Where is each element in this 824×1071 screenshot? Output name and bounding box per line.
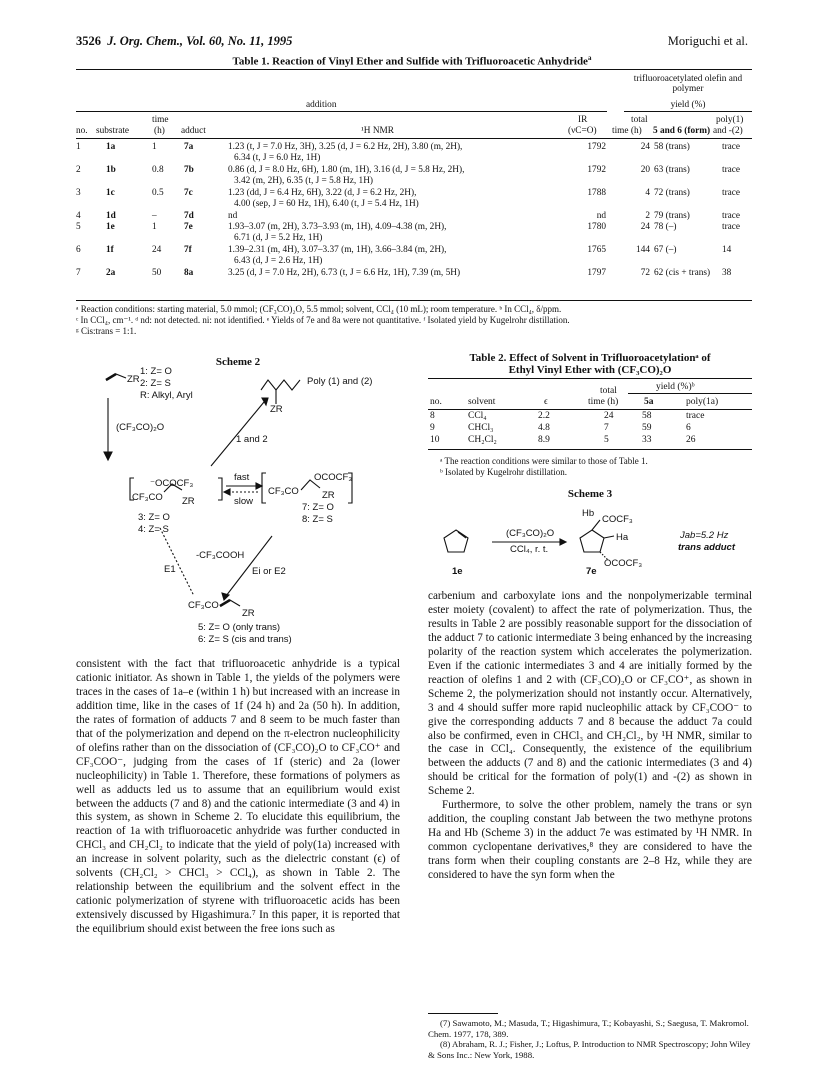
row-adduct: 7b: [184, 165, 194, 175]
table1-group-addition: addition: [306, 100, 337, 110]
row-no: 1: [76, 142, 81, 152]
th-poly: poly(1): [716, 115, 744, 125]
th-poly2: and -(2): [713, 126, 743, 136]
row-no: 10: [430, 435, 440, 445]
table1: [76, 68, 752, 300]
s2-prod: CF₃CO: [188, 600, 219, 611]
row-yield: 67 (–): [654, 245, 677, 255]
row-eps: 8.9: [538, 435, 550, 445]
row-no: 2: [76, 165, 81, 175]
row-time: 0.8: [152, 165, 164, 175]
row-no: 9: [430, 423, 435, 433]
row-adduct: 7c: [184, 188, 193, 198]
scheme2-title: Scheme 2: [215, 356, 261, 368]
row-nmr-cont: 6.43 (d, J = 2.6 Hz, 1H): [234, 256, 323, 266]
paragraph: consistent with the fact that trifluoroacetic anhydride is a typical cationic initiator. As shown in Table 1, the yields of the polymers were traces in the cases of 1a–e (within 1 h) but increased with an increase in addition time, like in the cases of 1f (24 h) and 2a (50 h). In addition, the rates of formation of adducts 7 and 8 seem to be much faster than that of the polymerization and depend on the π-electron nucleophilicity of olefins rather than on the dissociation of (CF₃CO)₂O to CF₃CO⁺ and CF₃COO⁻, judging from the cases of 1f (steric) and 2a (lower nucleophilicity) in Table 1. Therefore, these formations of polymers as well as adducts led us to assume that an equilibrium would exist between the adducts (7 and 8) and the cationic intermediate (3 and 4) in this system, as shown in Scheme 2. To elucidate this equilibrium, the reaction of 1a with trifluoroacetic anhydride was further conducted in CHCl₃ and CH₂Cl₂ to indicate that the yield of poly(1a) increased with an increase in solvent polarity, such as the dielectric constant (ϵ) of solvents (CH₂Cl₂ > CHCl₃ > CCl₄), as shown in Table 2. The relationship between the equilibrium and the solvent effect in the cationic polymerization of styrene with trifluoroacetic acids has been extensively discussed by Higashimura.⁷ In this paper, it is reported that the equilibrium should exist between the free ions such as: [76, 658, 400, 936]
row-poly: 38: [722, 268, 732, 278]
row-total: 4: [645, 188, 650, 198]
s2-add-lbl2: 8: Z= S: [302, 514, 333, 525]
s2-cf3cooh: -CF₃COOH: [196, 550, 245, 561]
row-poly: 6: [686, 423, 691, 433]
s2-ion-lbl2: 4: Z= S: [138, 524, 169, 535]
s2-eiore2: Ei or E2: [252, 566, 286, 577]
s2-e1: E1: [164, 564, 176, 575]
row-ir: 1780: [587, 222, 606, 232]
t2-th-total: total: [600, 386, 617, 396]
s3-ococf3: OCOCF₃: [604, 558, 643, 569]
row-time: 50: [152, 268, 162, 278]
row-yield: 78 (–): [654, 222, 677, 232]
row-time: 24: [604, 411, 614, 421]
row-poly: trace: [722, 165, 741, 175]
th-substrate: substrate: [96, 126, 130, 136]
footnote-divider: [428, 1013, 498, 1014]
row-nmr: 1.23 (t, J = 7.0 Hz, 3H), 3.25 (d, J = 6.2 Hz, 2H), 3.80 (m, 2H),: [228, 142, 463, 152]
row-substrate: 2a: [106, 268, 116, 278]
s2-add-cf3: CF₃CO: [268, 486, 299, 497]
th-total: total: [631, 115, 648, 125]
s2-prod-lbl1: 5: Z= O (only trans): [198, 622, 281, 633]
t2-th-5a: 5a: [644, 397, 654, 407]
reference-8: (8) Abraham, R. J.; Fisher, J.; Loftus, P. Introduction to NMR Spectroscopy; John Wiley & Sons Inc.: New York, 1988.: [428, 1039, 751, 1060]
s2-ion-lbl1: 3: Z= O: [138, 512, 170, 523]
s2-ion-left: ⁻OCOCF₃: [150, 478, 194, 489]
row-eps: 4.8: [538, 423, 550, 433]
header-page-journal: 3526 J. Org. Chem., Vol. 60, No. 11, 1995: [76, 34, 293, 48]
row-nmr: 0.86 (d, J = 8.0 Hz, 6H), 1.80 (m, 1H), 3.16 (d, J = 5.8 Hz, 2H),: [228, 165, 465, 175]
table1-group-yield: yield (%): [670, 100, 706, 110]
row-no: 3: [76, 188, 81, 198]
s3-reagent: (CF₃CO)₂O: [506, 528, 555, 539]
body-left-column: [76, 658, 400, 937]
row-adduct: 7a: [184, 142, 194, 152]
row-nmr: nd: [228, 211, 238, 221]
table1-footnote-1: ᵃ Reaction conditions: starting material, 5.0 mmol; (CF₃CO)₂O, 5.5 mmol; solvent, CCl₄ (10 mL); room temperature. ᵇ In CCl₄, δ/ppm.: [76, 304, 562, 314]
th-ir: IR: [578, 115, 588, 125]
table2-title: Table 2. Effect of Solvent in Trifluoroacetylationᵃ of Ethyl Vinyl Ether with (CF₃CO)₂O: [469, 352, 711, 376]
row-no: 4: [76, 211, 81, 221]
row-5a: 59: [642, 423, 652, 433]
row-nmr-cont: 6.71 (d, J = 5.2 Hz, 1H): [234, 233, 323, 243]
row-poly: trace: [686, 411, 705, 421]
s3-cond: CCl₄, r. t.: [510, 544, 549, 555]
row-nmr: 1.93–3.07 (m, 2H), 3.73–3.93 (m, 1H), 4.09–4.38 (m, 2H),: [228, 222, 447, 232]
s3-lbl-left: 1e: [452, 566, 463, 577]
row-poly: trace: [722, 222, 741, 232]
row-nmr-cont: 3.42 (m, 2H), 6.35 (t, J = 5.8 Hz, 1H): [234, 176, 373, 186]
s3-ha: Ha: [616, 532, 629, 543]
row-total: 20: [640, 165, 650, 175]
row-no: 6: [76, 245, 81, 255]
s2-z2: 2: Z= S: [140, 378, 171, 389]
row-no: 8: [430, 411, 435, 421]
s2-z1: 1: Z= O: [140, 366, 172, 377]
s3-cocf3: COCF₃: [602, 514, 633, 525]
s2-poly: Poly (1) and (2): [307, 376, 373, 387]
table2-footnote-1: ᵃ The reaction conditions were similar to those of Table 1.: [440, 456, 648, 466]
row-total: 72: [640, 268, 650, 278]
row-solvent: CH₂Cl₂: [468, 435, 497, 445]
th-ir2: (νC=O): [568, 126, 597, 136]
table2-footnote-2: ᵇ Isolated by Kugelrohr distillation.: [440, 467, 568, 477]
row-poly: trace: [722, 188, 741, 198]
paragraph: carbenium and carboxylate ions and the nonpolymerizable terminal ester moiety (covalent) to affect the rate of polymerization. Thus, the results in Table 2 are possibly reasonable support for the dissociation of the adduct 7 to cationic intermediate 3 being enhanced by the increasing polarity of the reaction system which accelerates the polymerization. Even if the cationic intermediates 3 and 4 are initially formed by the reaction of olefins 1 and 2 with (CF₃CO)₂O or CF₃CO⁺, as shown in Scheme 2, the polymerization should not instantly occur. Alternatively, 3 and 4 should suffer more rapid nucleophilic attack by CF₃COO⁻ to give the corresponding adducts 7 and 8 because the adduct 7a could also be confirmed, even in CHCl₃ and CH₂Cl₂, by ¹H NMR, similar to the case in CCl₄. Consequently, the existence of the equilibrium between the adducts (7 and 8) and the cationic intermediates (3 and 4) should be critical for the formation of poly(1) and -(2) as shown in Scheme 2.: [428, 590, 752, 798]
row-time: 5: [604, 435, 609, 445]
row-ir: 1792: [587, 165, 606, 175]
row-time: 7: [604, 423, 609, 433]
row-total: 24: [640, 142, 650, 152]
s2-one-two: 1 and 2: [236, 434, 268, 445]
row-ir: 1765: [587, 245, 606, 255]
table1-footnote-2: ᶜ In CCl₄, cm⁻¹. ᵈ nd: not detected. ni: not identified. ᵉ Yields of 7e and 8a were not quantitative. ᶠ Isolated yield by Kugelrohr distillation.: [76, 315, 570, 325]
table1-footnote-3: ᵍ Cis:trans = 1:1.: [76, 326, 137, 336]
row-substrate: 1f: [106, 245, 114, 255]
s3-trans: trans adduct: [678, 542, 736, 553]
reference-7: (7) Sawamoto, M.; Masuda, T.; Higashimura, T.; Kobayashi, S.; Saegusa, T. Makromol. Chem. 1977, 178, 389.: [428, 1018, 749, 1039]
row-nmr-cont: 6.34 (t, J = 6.0 Hz, 1H): [234, 153, 321, 163]
t2-th-solvent: solvent: [468, 397, 496, 407]
paragraph: Furthermore, to solve the other problem, namely the trans or syn addition, the coupling constant Jab between the two methyne protons Ha and Hb (Scheme 3) in the adduct 7e was estimated by ¹H NMR. In common cyclopentane derivatives,⁸ they are considered to have the trans form when their coupling constants are 2–8 Hz, while they are considered to have the syn form when the: [428, 799, 752, 882]
scheme3-title: Scheme 3: [567, 488, 613, 500]
row-substrate: 1b: [106, 165, 116, 175]
s2-fast: fast: [234, 472, 250, 483]
row-ir: nd: [596, 211, 606, 221]
s2-zr: ZR: [127, 374, 140, 385]
th-56: 5 and 6 (form): [653, 126, 711, 136]
row-poly: trace: [722, 142, 741, 152]
s2-prod-lbl2: 6: Z= S (cis and trans): [198, 634, 292, 645]
row-poly: trace: [722, 211, 741, 221]
row-yield: 63 (trans): [654, 165, 690, 175]
table1-title: Table 1. Reaction of Vinyl Ether and Sulfide with Trifluoroacetic Anhydride$^a$: [232, 54, 592, 68]
s2-add-ococf3: OCOCF₃: [314, 472, 353, 483]
th-nmr: ¹H NMR: [361, 126, 395, 136]
s3-jab: Jab=5.2 Hz: [680, 530, 729, 541]
s2-add-zr: ZR: [322, 490, 335, 501]
row-ir: 1792: [587, 142, 606, 152]
t2-th-eps: ϵ: [544, 397, 548, 407]
s2-prod-zr: ZR: [242, 608, 255, 619]
th-time: time: [152, 115, 169, 125]
row-adduct: 8a: [184, 268, 194, 278]
row-total: 144: [636, 245, 650, 255]
row-time: 24: [152, 245, 162, 255]
body-right-column: [428, 590, 752, 883]
t2-th-poly: poly(1a): [686, 397, 719, 407]
scheme3: [428, 508, 752, 580]
row-no: 5: [76, 222, 81, 232]
s2-add-lbl1: 7: Z= O: [302, 502, 334, 513]
th-adduct: adduct: [181, 126, 206, 136]
row-ir: 1788: [587, 188, 606, 198]
t2-th-time: time (h): [588, 397, 619, 407]
row-yield: 79 (trans): [654, 211, 690, 221]
row-time: 0.5: [152, 188, 164, 198]
row-substrate: 1c: [106, 188, 115, 198]
row-time: 1: [152, 142, 157, 152]
row-adduct: 7d: [184, 211, 194, 221]
row-time: –: [152, 211, 157, 221]
row-nmr: 1.23 (dd, J = 6.4 Hz, 6H), 3.22 (d, J = 6.2 Hz, 2H),: [228, 188, 417, 198]
s3-hb: Hb: [582, 508, 595, 519]
row-nmr: 3.25 (d, J = 7.0 Hz, 2H), 6.73 (t, J = 6.6 Hz, 1H), 7.39 (m, 5H): [228, 268, 461, 278]
s2-zr-poly: ZR: [270, 404, 283, 415]
table2: [428, 378, 752, 445]
scheme2: [96, 368, 396, 658]
table1-group-right: trifluoroacetylated olefin and polymer: [633, 74, 743, 94]
row-total: 2: [645, 211, 650, 221]
row-poly: 26: [686, 435, 696, 445]
s2-ion-zr: ZR: [182, 496, 195, 507]
s2-ion-cf3: CF₃CO: [132, 492, 163, 503]
s2-r: R: Alkyl, Aryl: [140, 390, 193, 401]
t2-th-yield: yield (%)ᵇ: [656, 382, 695, 392]
row-nmr-cont: 4.00 (sep, J = 60 Hz, 1H), 6.40 (t, J = 5.4 Hz, 1H): [234, 199, 419, 209]
s2-reagent: (CF₃CO)₂O: [116, 422, 165, 433]
header-author: Moriguchi et al.: [667, 34, 748, 48]
s2-slow: slow: [234, 496, 254, 507]
row-substrate: 1d: [106, 211, 116, 221]
row-eps: 2.2: [538, 411, 550, 421]
row-ir: 1797: [587, 268, 606, 278]
row-yield: 58 (trans): [654, 142, 690, 152]
row-substrate: 1e: [106, 222, 115, 232]
row-yield: 72 (trans): [654, 188, 690, 198]
row-total: 24: [640, 222, 650, 232]
references: [428, 1018, 752, 1060]
th-no: no.: [76, 126, 88, 136]
row-poly: 14: [722, 245, 732, 255]
row-solvent: CHCl₃: [468, 423, 494, 433]
row-time: 1: [152, 222, 157, 232]
row-no: 7: [76, 268, 81, 278]
row-adduct: 7f: [184, 245, 192, 255]
row-solvent: CCl₄: [468, 411, 487, 421]
s3-lbl-right: 7e: [586, 566, 597, 577]
row-nmr: 1.39–2.31 (m, 4H), 3.07–3.37 (m, 1H), 3.66–3.84 (m, 2H),: [228, 245, 447, 255]
row-5a: 58: [642, 411, 652, 421]
row-substrate: 1a: [106, 142, 116, 152]
row-adduct: 7e: [184, 222, 193, 232]
t2-th-no: no.: [430, 397, 442, 407]
row-yield: 62 (cis + trans): [654, 268, 711, 278]
th-total2: time (h): [612, 126, 642, 136]
row-5a: 33: [642, 435, 652, 445]
th-time2: (h): [154, 126, 165, 136]
